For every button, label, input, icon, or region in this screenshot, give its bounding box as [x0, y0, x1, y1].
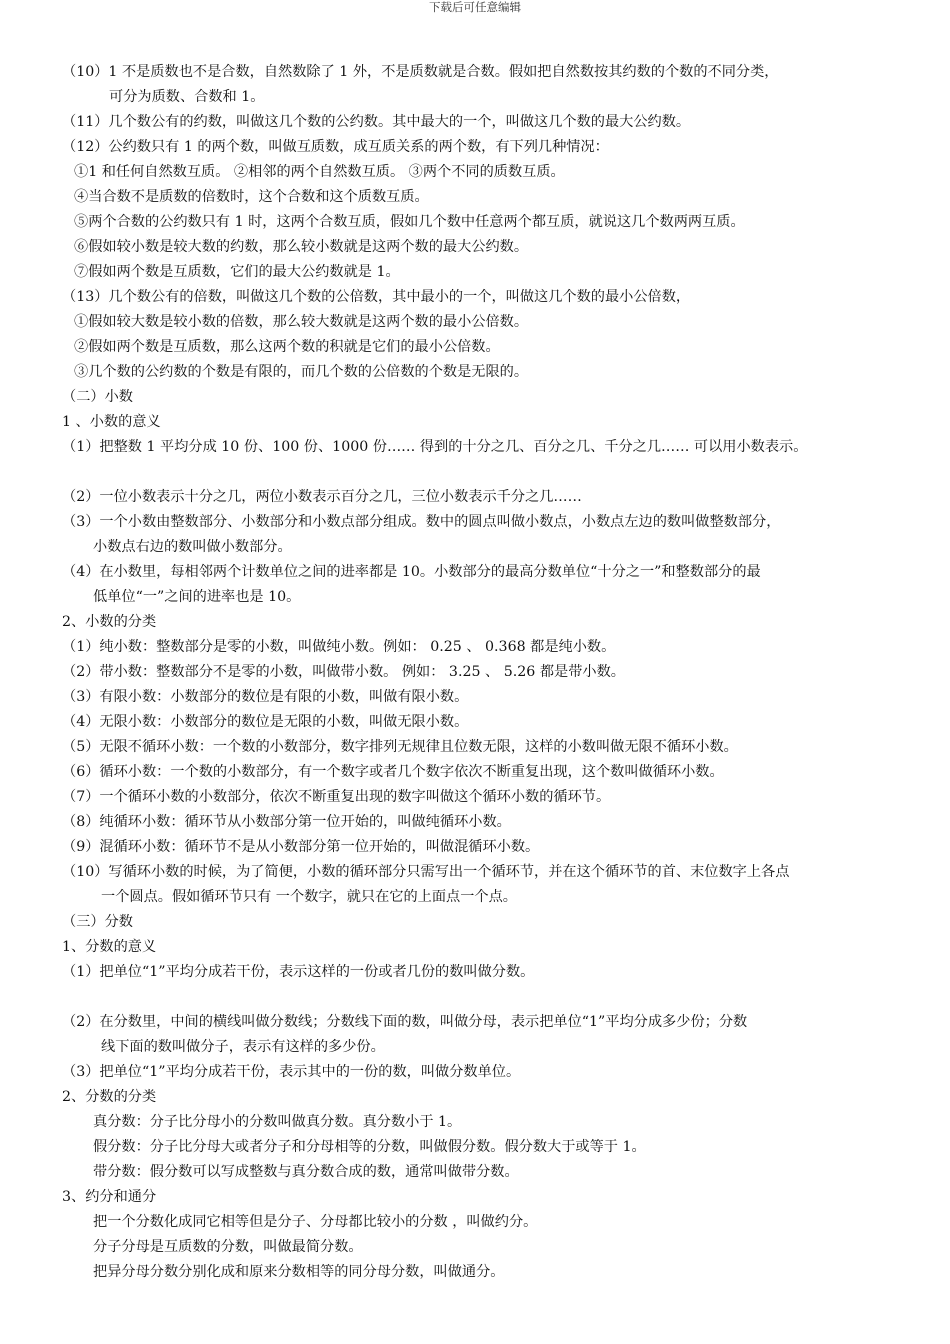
text-line: （3）一个小数由整数部分、小数部分和小数点部分组成。数中的圆点叫做小数点，小数点左边的数叫做整数部分，: [62, 514, 781, 530]
text-line: 带分数：假分数可以写成整数与真分数合成的数，通常叫做带分数。: [93, 1164, 519, 1180]
text-line: 1、分数的意义: [62, 939, 157, 955]
text-line: 假分数：分子比分母大或者分子和分母相等的分数，叫做假分数。假分数大于或等于 1。: [93, 1139, 646, 1155]
text-line: （3）有限小数：小数部分的数位是有限的小数，叫做有限小数。: [62, 689, 469, 705]
text-line: （4）无限小数：小数部分的数位是无限的小数，叫做无限小数。: [62, 714, 469, 730]
text-line: （2）在分数里，中间的横线叫做分数线；分数线下面的数，叫做分母，表示把单位“1”平均分成多少份；分数: [62, 1014, 748, 1030]
text-line: （8）纯循环小数：循环节从小数部分第一位开始的，叫做纯循环小数。: [62, 814, 511, 830]
page-header: 下载后可任意编辑: [429, 0, 521, 14]
text-line: （二）小数: [62, 389, 133, 405]
text-line: 把一个分数化成同它相等但是分子、分母都比较小的分数 ，叫做约分。: [93, 1214, 538, 1230]
text-line: 1 、小数的意义: [62, 414, 161, 430]
text-line: （7）一个循环小数的小数部分，依次不断重复出现的数字叫做这个循环小数的循环节。: [62, 789, 611, 805]
text-line: （6）循环小数：一个数的小数部分，有一个数字或者几个数字依次不断重复出现，这个数叫做循环小数。: [62, 764, 724, 780]
text-line: （13）几个数公有的倍数，叫做这几个数的公倍数，其中最小的一个，叫做这几个数的最小公倍数，: [62, 289, 691, 305]
text-line: ①假如较大数是较小数的倍数，那么较大数就是这两个数的最小公倍数。: [74, 314, 529, 330]
text-line: （3）把单位“1”平均分成若干份，表示其中的一份的数，叫做分数单位。: [62, 1064, 521, 1080]
text-line: ②假如两个数是互质数，那么这两个数的积就是它们的最小公倍数。: [74, 339, 500, 355]
text-line: ④当合数不是质数的倍数时，这个合数和这个质数互质。: [74, 189, 429, 205]
text-line: （2）带小数：整数部分不是零的小数，叫做带小数。 例如： 3.25 、 5.26 都是带小数。: [62, 664, 625, 680]
text-line: （12）公约数只有 1 的两个数，叫做互质数，成互质关系的两个数，有下列几种情况：: [62, 139, 609, 155]
text-line: （5）无限不循环小数：一个数的小数部分，数字排列无规律且位数无限，这样的小数叫做无限不循环小数。: [62, 739, 738, 755]
text-line: 把异分母分数分别化成和原来分数相等的同分母分数，叫做通分。: [93, 1264, 505, 1280]
text-line: 低单位“一”之间的进率也是 10。: [93, 589, 301, 605]
text-line: ⑤两个合数的公约数只有 1 时，这两个合数互质，假如几个数中任意两个都互质，就说这几个数两两互质。: [74, 214, 745, 230]
text-line: （4）在小数里，每相邻两个计数单位之间的进率都是 10。小数部分的最高分数单位“十分之一”和整数部分的最: [62, 564, 761, 580]
text-line: ⑦假如两个数是互质数，它们的最大公约数就是 1。: [74, 264, 400, 280]
text-line: 线下面的数叫做分子，表示有这样的多少份。: [101, 1039, 385, 1055]
text-line: （10）写循环小数的时候，为了简便，小数的循环部分只需写出一个循环节，并在这个循环节的首、末位数字上各点: [62, 864, 790, 880]
text-line: 可分为质数、合数和 1。: [109, 89, 265, 105]
text-line: （三）分数: [62, 914, 133, 930]
text-line: 小数点右边的数叫做小数部分。: [93, 539, 292, 555]
text-line: ①1 和任何自然数互质。 ②相邻的两个自然数互质。 ③两个不同的质数互质。: [74, 164, 565, 180]
text-line: （10）1 不是质数也不是合数，自然数除了 1 外，不是质数就是合数。假如把自然数按其约数的个数的不同分类，: [62, 64, 779, 80]
text-line: （9）混循环小数：循环节不是从小数部分第一位开始的，叫做混循环小数。: [62, 839, 540, 855]
text-line: （1）把整数 1 平均分成 10 份、100 份、1000 份…… 得到的十分之几、百分之几、千分之几…… 可以用小数表示。: [62, 439, 808, 455]
text-line: （11）几个数公有的约数，叫做这几个数的公约数。其中最大的一个，叫做这几个数的最大公约数。: [62, 114, 691, 130]
text-line: 分子分母是互质数的分数，叫做最简分数。: [93, 1239, 363, 1255]
text-line: ③几个数的公约数的个数是有限的，而几个数的公倍数的个数是无限的。: [74, 364, 529, 380]
text-line: 真分数：分子比分母小的分数叫做真分数。真分数小于 1。: [93, 1114, 462, 1130]
text-line: （2）一位小数表示十分之几，两位小数表示百分之几，三位小数表示千分之几……: [62, 489, 582, 505]
text-line: 3、约分和通分: [62, 1189, 157, 1205]
text-line: （1）把单位“1”平均分成若干份，表示这样的一份或者几份的数叫做分数。: [62, 964, 535, 980]
text-line: 一个圆点。假如循环节只有 一个数字，就只在它的上面点一个点。: [101, 889, 517, 905]
text-line: 2、小数的分类: [62, 614, 157, 630]
text-line: ⑥假如较小数是较大数的约数，那么较小数就是这两个数的最大公约数。: [74, 239, 529, 255]
text-line: 2、分数的分类: [62, 1089, 157, 1105]
text-line: （1）纯小数：整数部分是零的小数，叫做纯小数。例如： 0.25 、 0.368 都是纯小数。: [62, 639, 616, 655]
